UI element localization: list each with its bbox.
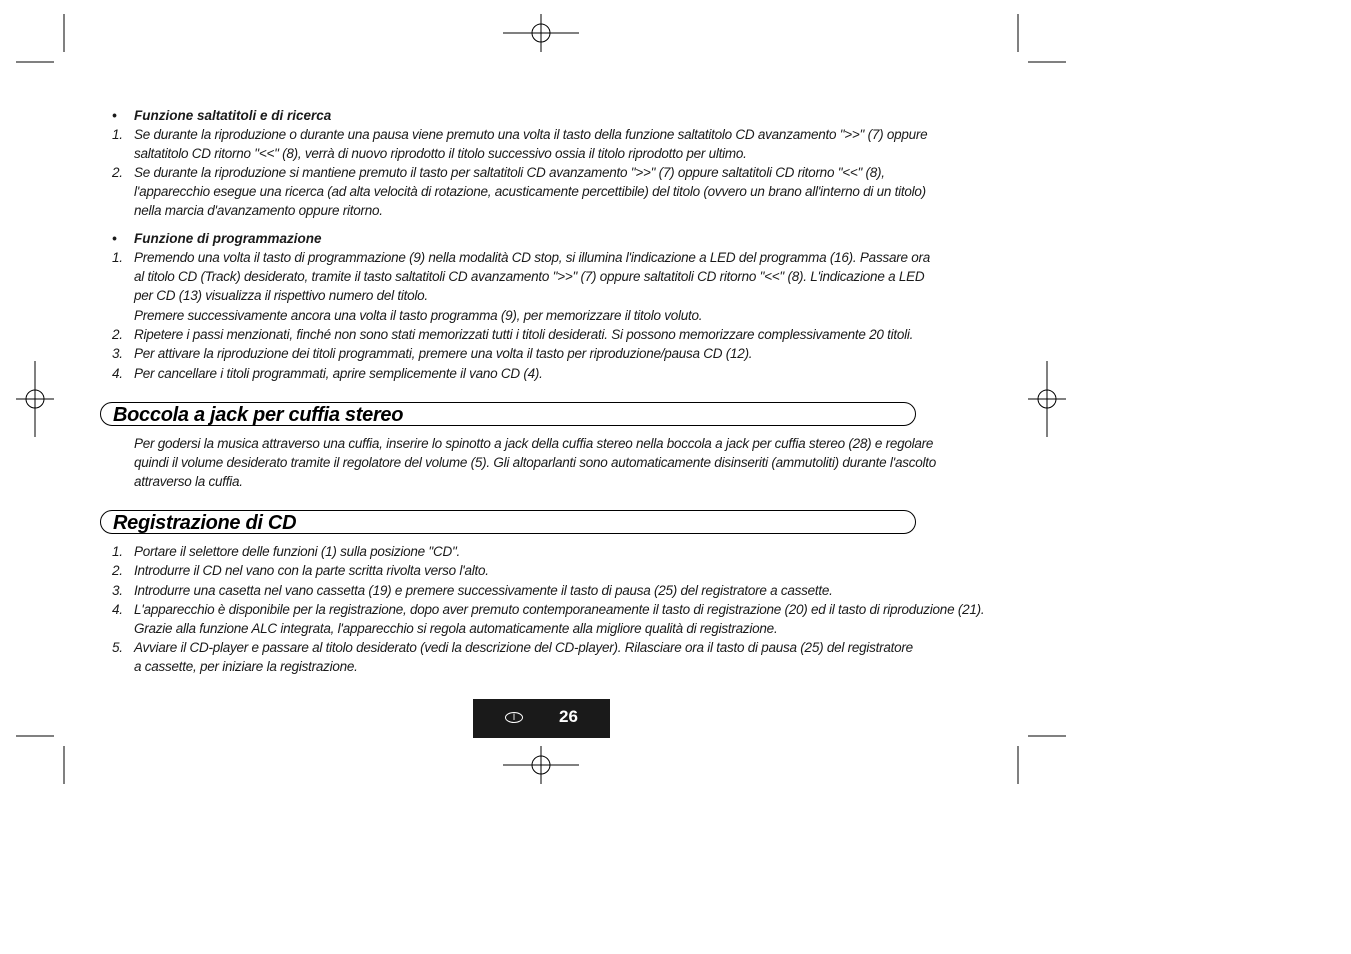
language-badge xyxy=(505,712,523,723)
item-line: l'apparecchio esegue una ricerca (ad alta velocità di rotazione, acusticamente percettibile) del titolo (ovvero un brano all'interno di un titolo) xyxy=(134,184,926,200)
item-line: per CD (13) visualizza il rispettivo numero del titolo. xyxy=(134,288,428,304)
item-line: Introdurre il CD nel vano con la parte scritta rivolta verso l'alto. xyxy=(134,563,489,578)
item-line: saltatitolo CD ritorno "<<" (8), verrà di nuovo riprodotto il titolo successivo ossia il titolo riprodotto per ultimo. xyxy=(134,146,747,162)
item-line: Premendo una volta il tasto di programmazione (9) nella modalità CD stop, si illumina l'indicazione a LED del programma (16). Passare ora xyxy=(134,250,930,265)
paragraph-line: Per godersi la musica attraverso una cuffia, inserire lo spinotto a jack della cuffia stereo nella boccola a jack per cuffia stereo (28) e regolare xyxy=(134,436,934,451)
subheading-text: Funzione di programmazione xyxy=(134,231,322,246)
item-number: 3. xyxy=(112,346,123,361)
item-line: Grazie alla funzione ALC integrata, l'apparecchio si regola automaticamente alla migliore qualità di registrazione. xyxy=(134,621,778,637)
item-number: 4. xyxy=(112,602,123,617)
item-line: Se durante la riproduzione si mantiene premuto il tasto per saltatitoli CD avanzamento ">>" (7) oppure saltatitoli CD ritorno "<<" (8), xyxy=(134,165,885,180)
subheading-text: Funzione saltatitoli e di ricerca xyxy=(134,108,332,123)
item-line: Avviare il CD-player e passare al titolo desiderato (vedi la descrizione del CD-player). Rilasciare ora il tasto di pausa (25) del registratore xyxy=(134,640,913,655)
item-line: nella marcia d'avanzamento oppure ritorno. xyxy=(134,203,383,219)
item-number: 5. xyxy=(112,640,123,655)
item-number: 2. xyxy=(112,563,123,578)
section-title: Registrazione di CD xyxy=(113,512,297,534)
item-line: Ripetere i passi menzionati, finché non sono stati memorizzati tutti i titoli desiderati. Si possono memorizzare complessivamente 20 titoli. xyxy=(134,327,914,342)
subheading-programming xyxy=(112,229,322,248)
item-line: Premere successivamente ancora una volta il tasto programma (9), per memorizzare il titolo voluto. xyxy=(134,307,703,323)
headphone-paragraph xyxy=(134,434,964,492)
item-line: a cassette, per iniziare la registrazione. xyxy=(134,659,358,675)
bullet: • xyxy=(112,231,117,246)
section-title: Boccola a jack per cuffia stereo xyxy=(113,404,404,426)
item-line: L'apparecchio è disponibile per la registrazione, dopo aver premuto contemporaneamente il tasto di registrazione (20) ed il tasto di riproduzione (21). xyxy=(134,602,985,617)
item-number: 1. xyxy=(112,127,123,142)
item-line: Per attivare la riproduzione dei titoli programmati, premere una volta il tasto per riproduzione/pausa CD (12). xyxy=(134,346,753,361)
item-number: 2. xyxy=(112,165,123,180)
item-line: Per cancellare i titoli programmati, aprire semplicemente il vano CD (4). xyxy=(134,366,543,381)
page-footer xyxy=(473,699,610,738)
item-number: 1. xyxy=(112,544,123,559)
bullet: • xyxy=(112,108,117,123)
paragraph-line: attraverso la cuffia. xyxy=(134,474,243,490)
item-line: Se durante la riproduzione o durante una pausa viene premuto una volta il tasto della funzione saltatitolo CD avanzamento ">>" (7) oppure xyxy=(134,127,928,142)
item-line: Introdurre una casetta nel vano cassetta (19) e premere successivamente il tasto di pausa (25) del registratore a cassette. xyxy=(134,583,833,598)
item-line: Portare il selettore delle funzioni (1) sulla posizione "CD". xyxy=(134,544,460,559)
item-number: 4. xyxy=(112,366,123,381)
item-number: 2. xyxy=(112,327,123,342)
item-line: al titolo CD (Track) desiderato, tramite il tasto saltatitoli CD avanzamento ">>" (7) oppure saltatitoli CD ritorno "<<" (8). L'indicazione a LED xyxy=(134,269,925,285)
paragraph-line: quindi il volume desiderato tramite il regolatore del volume (5). Gli altoparlanti sono automaticamente disinseriti (ammutoliti) durante l'ascolto xyxy=(134,455,936,471)
page-number: 26 xyxy=(559,707,578,726)
subheading-skip-search xyxy=(112,106,331,125)
language-code: I xyxy=(512,712,516,722)
item-number: 1. xyxy=(112,250,123,265)
section-heading-headphone xyxy=(100,402,916,426)
item-number: 3. xyxy=(112,583,123,598)
section-heading-recording xyxy=(100,510,916,534)
